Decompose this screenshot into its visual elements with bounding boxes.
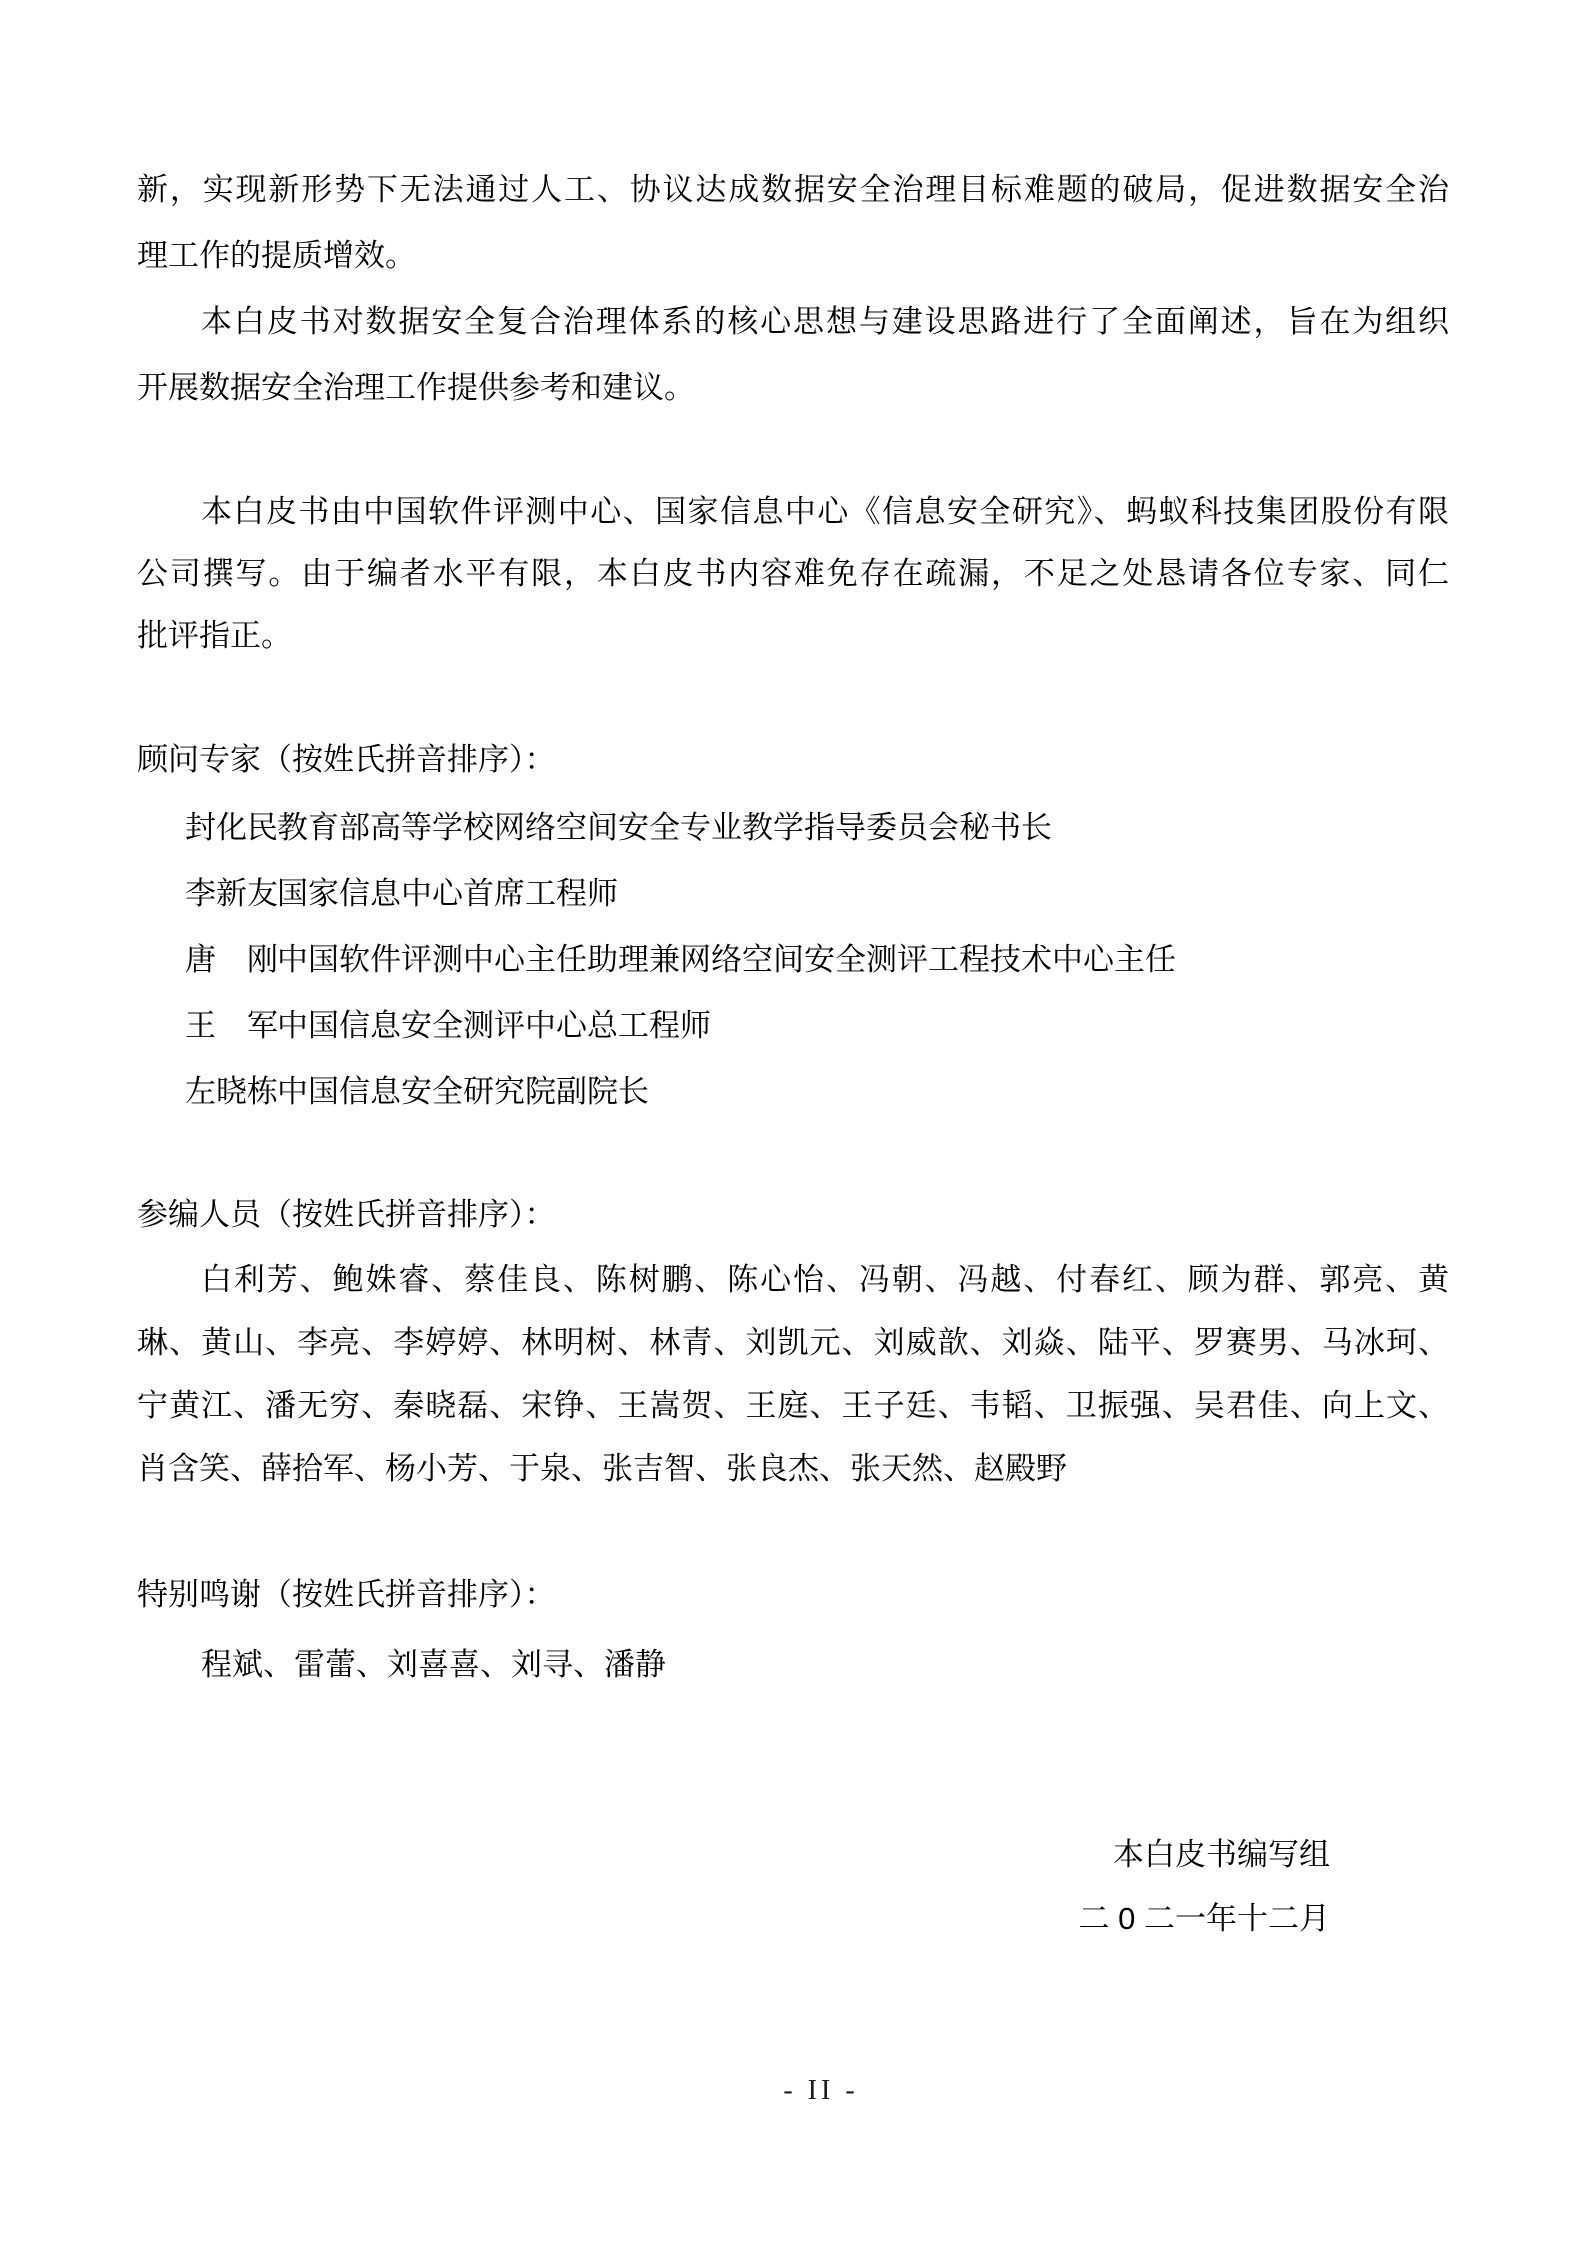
advisor-title: 国家信息中心首席工程师 <box>277 876 618 911</box>
paragraph-3 <box>137 481 1449 667</box>
paragraph-3-line-1: 本白皮书由中国软件评测中心、国家信息中心《信息安全研究》、蚂蚁科技集团股份有限 <box>201 494 1449 529</box>
paragraph-1 <box>137 157 1449 289</box>
paragraph-3-line-2: 公司撰写。由于编者水平有限，本白皮书内容难免存在疏漏，不足之处恳请各位专家、同仁 <box>137 556 1449 591</box>
paragraph-1-line-1: 新，实现新形势下无法通过人工、协议达成数据安全治理目标难题的破局，促进数据安全治 <box>137 172 1449 207</box>
contributors-line-1: 白利芳、鲍姝睿、蔡佳良、陈树鹏、陈心怡、冯朝、冯越、付春红、顾为群、郭亮、黄 <box>201 1262 1449 1297</box>
thanks-section <box>137 1562 1449 1628</box>
advisors-heading: 顾问专家（按姓氏拼音排序）： <box>137 742 556 777</box>
advisor-name: 李新友 <box>185 876 278 911</box>
page-number: - II - <box>783 2075 859 2106</box>
contributors-line-4: 肖含笑、薛拾军、杨小芳、于泉、张吉智、张良杰、张天然、赵殿野 <box>137 1451 1067 1486</box>
thanks-list <box>137 1632 1449 1698</box>
paragraph-1-line-2: 理工作的提质增效。 <box>137 238 416 273</box>
advisor-row <box>137 861 1449 927</box>
advisor-row <box>137 927 1449 993</box>
signature-date: 二 0 二一年十二月 <box>1078 1901 1330 1936</box>
advisor-row <box>137 1059 1449 1125</box>
advisor-name: 左晓栋 <box>185 1074 278 1109</box>
paragraph-3-line-3: 批评指正。 <box>137 618 292 653</box>
advisors-list <box>137 795 1449 1125</box>
paragraph-2 <box>137 289 1449 421</box>
advisor-name: 封化民 <box>185 810 278 845</box>
thanks-names: 程斌、雷蕾、刘喜喜、刘寻、潘静 <box>201 1647 666 1682</box>
contributors-heading: 参编人员（按姓氏拼音排序）： <box>137 1197 556 1232</box>
contributors-line-2: 琳、黄山、李亮、李婷婷、林明树、林青、刘凯元、刘威歆、刘焱、陆平、罗赛男、马冰珂、 <box>137 1325 1449 1360</box>
advisor-name: 唐 刚 <box>185 942 278 977</box>
advisor-title: 中国软件评测中心主任助理兼网络空间安全测评工程技术中心主任 <box>277 942 1176 977</box>
advisor-name: 王 军 <box>185 1008 278 1043</box>
contributors-list <box>137 1248 1449 1500</box>
advisor-title: 教育部高等学校网络空间安全专业教学指导委员会秘书长 <box>277 810 1052 845</box>
advisor-title: 中国信息安全研究院副院长 <box>277 1074 649 1109</box>
signature-block <box>730 1823 1330 1951</box>
signature-group: 本白皮书编写组 <box>1113 1837 1330 1872</box>
advisor-row <box>137 795 1449 861</box>
paragraph-2-line-2: 开展数据安全治理工作提供参考和建议。 <box>137 370 695 405</box>
contributors-line-3: 宁黄江、潘无穷、秦晓磊、宋铮、王嵩贺、王庭、王子廷、韦韬、卫振强、吴君佳、向上文、 <box>137 1388 1449 1423</box>
advisors-section <box>137 727 1449 793</box>
contributors-section <box>137 1182 1449 1248</box>
paragraph-2-line-1: 本白皮书对数据安全复合治理体系的核心思想与建设思路进行了全面阐述，旨在为组织 <box>201 304 1449 339</box>
thanks-heading: 特别鸣谢（按姓氏拼音排序）： <box>137 1577 556 1612</box>
advisor-title: 中国信息安全测评中心总工程师 <box>277 1008 711 1043</box>
advisor-row <box>137 993 1449 1059</box>
